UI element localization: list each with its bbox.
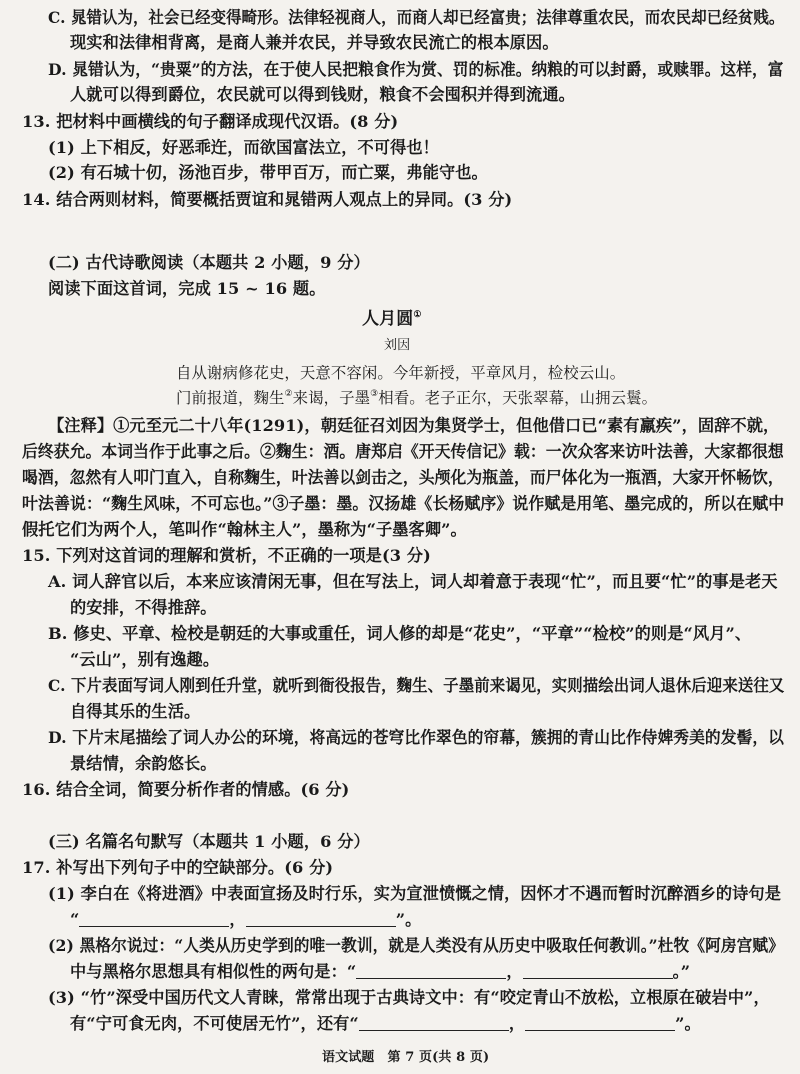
q15-option-c-line1: C. 下片表面写词人刚到任升堂，就听到衙役报告，麴生、子墨前来谒见，实则描绘出词人退休后迎来送往又 (48, 676, 785, 695)
annotation-line5: 假托它们为两个人，笔叫作“翰林主人”，墨称为“子墨客卿”。 (22, 520, 467, 539)
question-14: 14. 结合两则材料，简要概括贾谊和晁错两人观点上的异同。(3 分) (22, 190, 513, 209)
annotation-line3: 喝酒，忽然有人叩门直入，自称麴生，叶法善以剑击之，头颅化为瓶盖，而尸体化为一瓶酒，大家开怀畅饮， (22, 468, 784, 487)
q15-option-a-line1: A. 词人辞官以后，本来应该清闲无事，但在写法上，词人却着意于表现“忙”，而且要“忙”的事是老天 (48, 572, 778, 591)
note-marker: ① (413, 310, 422, 320)
note-marker: ③ (370, 389, 379, 399)
poem-author: 刘因 (384, 338, 411, 353)
q17-item3-line2: 有“宁可食无肉，不可使居无竹”，还有“ ， ”。 (70, 1014, 701, 1033)
answer-blank[interactable] (523, 964, 673, 979)
question-13: 13. 把材料中画横线的句子翻译成现代汉语。(8 分) (22, 112, 399, 131)
poem-line1: 自从谢病修花史，天意不容闲。今年新授，平章风月，检校云山。 (176, 364, 626, 382)
option-c-line1: C. 晁错认为，社会已经变得畸形。法律轻视商人，而商人却已经富贵；法律尊重农民，而农民却已经贫贱。 (48, 8, 785, 27)
q15-option-b-line2: “云山”，别有逸趣。 (70, 650, 220, 669)
q15-option-a-line2: 的安排，不得推辞。 (70, 598, 217, 617)
answer-blank[interactable] (246, 912, 396, 927)
section-heading-recitation: (三) 名篇名句默写（本题共 1 小题，6 分） (48, 832, 370, 851)
answer-blank[interactable] (79, 912, 229, 927)
q17-item2-line1: (2) 黑格尔说过：“人类从历史学到的唯一教训，就是人类没有从历史中吸取任何教训。”杜牧《阿房宫赋》 (48, 936, 784, 955)
option-d-line1: D. 晁错认为，“贵粟”的方法，在于使人民把粮食作为赏、罚的标准。纳粮的可以封爵，或赎罪。这样，富 (48, 60, 784, 79)
question-15: 15. 下列对这首词的理解和赏析，不正确的一项是(3 分) (22, 546, 431, 565)
poetry-instruction: 阅读下面这首词，完成 15 ~ 16 题。 (48, 279, 326, 298)
q17-item1-line2: “ ， ”。 (70, 910, 422, 929)
option-c-line2: 现实和法律相背离，是商人兼并农民，并导致农民流亡的根本原因。 (70, 33, 559, 52)
q15-option-d-line2: 景结情，余韵悠长。 (70, 754, 217, 773)
q17-item1-line1: (1) 李白在《将进酒》中表面宣扬及时行乐，实为宣泄愤慨之情，因怀才不遇而暂时沉醉酒乡的诗句是 (48, 884, 781, 903)
q13-item2: (2) 有石城十仞，汤池百步，带甲百万，而亡粟，弗能守也。 (48, 163, 488, 182)
q15-option-d-line1: D. 下片末尾描绘了词人办公的环境，将高远的苍穹比作翠色的帘幕，簇拥的青山比作侍婢秀美的发髻，以 (48, 728, 784, 747)
question-17: 17. 补写出下列句子中的空缺部分。(6 分) (22, 858, 334, 877)
note-marker: ② (284, 389, 293, 399)
q17-item2-line2: 中与黑格尔思想具有相似性的两句是：“ ， 。” (70, 962, 691, 981)
annotation-line2: 后终获允。本词当作于此事之后。②麴生：酒。唐郑启《开天传信记》载：一次众客来访叶法善，大家都很想 (22, 442, 784, 461)
poem-title: 人月圆① (362, 309, 422, 329)
page-footer: 语文试题 第 7 页(共 8 页) (322, 1050, 490, 1065)
q15-option-c-line2: 自得其乐的生活。 (70, 702, 201, 721)
answer-blank[interactable] (525, 1016, 675, 1031)
q17-item3-line1: (3) “竹”深受中国历代文人青睐，常常出现于古典诗文中：有“咬定青山不放松，立根原在破岩中”， (48, 988, 770, 1007)
answer-blank[interactable] (359, 1016, 509, 1031)
annotation-line4: 叶法善说：“麴生风味，不可忘也。”③子墨：墨。汉扬雄《长杨赋序》说作赋是用笔、墨完成的，所以在赋中 (22, 494, 785, 513)
q15-option-b-line1: B. 修史、平章、检校是朝廷的大事或重任，词人修的却是“花史”，“平章”“检校”的则是“风月”、 (48, 624, 752, 643)
q13-item1: (1) 上下相反，好恶乖迕，而欲国富法立，不可得也！ (48, 138, 439, 157)
poem-line2: 门前报道，麴生②来谒，子墨③相看。老子正尔，天张翠幕，山拥云鬟。 (176, 389, 658, 407)
question-16: 16. 结合全词，简要分析作者的情感。(6 分) (22, 780, 350, 799)
annotation-line1: 【注释】①元至元二十八年(1291)，朝廷征召刘因为集贤学士，但他借口已“素有羸疾”，固辞不就， (48, 416, 780, 435)
option-d-line2: 人就可以得到爵位，农民就可以得到钱财，粮食不会囤积并得到流通。 (70, 85, 575, 104)
answer-blank[interactable] (356, 964, 506, 979)
section-heading-poetry: (二) 古代诗歌阅读（本题共 2 小题，9 分） (48, 253, 370, 272)
